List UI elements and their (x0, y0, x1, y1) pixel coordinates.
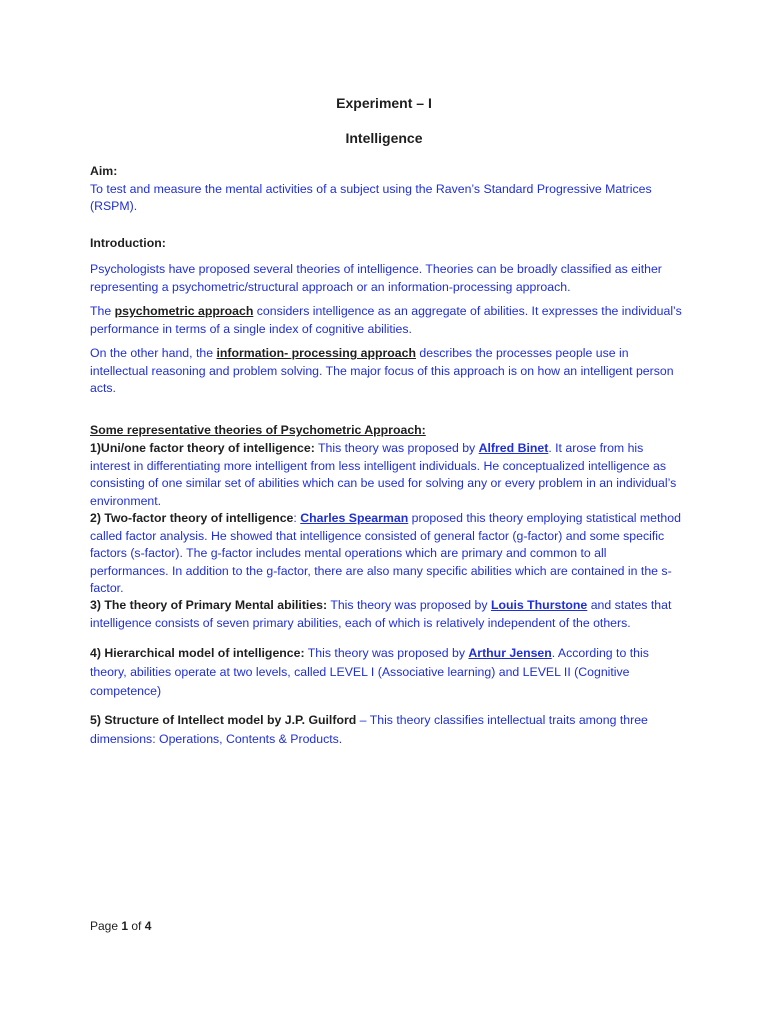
theory-post: proposed this theory employing statistical method called factor analysis. He showed that intelligence consisted of general factor (g-factor) and some specific factors (s-factor). The g-factor includes mental operations which are primary and common to all performances. In addition to the g-factor, there are also many specific abilities which are contained in the s-factor. (90, 511, 681, 595)
document-title: Experiment – I (336, 95, 432, 111)
theory-item (90, 440, 682, 510)
intro-paragraph-2-post: considers intelligence as an aggregate of abilities. It expresses the individual’s performance in terms of a single index of cognitive abilities. (90, 304, 682, 336)
theory-label: 1)Uni/one factor theory of intelligence: (90, 441, 315, 455)
theory-item (90, 711, 682, 749)
theory-item (90, 510, 682, 598)
footer-current-page: 1 (121, 919, 129, 933)
information-processing-term: information- processing approach (216, 346, 416, 360)
theory-post: . It arose from his interest in differentiating more intelligent from less intelligent individuals. He conceptualized intelligence as consisting of one similar set of abilities which can be used for solving any or every problem in an individual’s environment. (90, 441, 677, 508)
page-footer (90, 918, 151, 936)
person-link-charles-spearman[interactable]: Charles Spearman (300, 511, 409, 525)
theory-label: 2) Two-factor theory of intelligence (90, 511, 294, 525)
document-subtitle: Intelligence (345, 130, 423, 146)
theory-label: 3) The theory of Primary Mental abilities: (90, 598, 328, 612)
aim-section (90, 163, 682, 216)
person-link-louis-thurstone[interactable]: Louis Thurstone (490, 598, 588, 612)
person-link-arthur-jensen[interactable]: Arthur Jensen (468, 646, 552, 660)
aim-heading: Aim: (90, 164, 118, 178)
theory-label: 4) Hierarchical model of intelligence: (90, 646, 305, 660)
introduction-heading: Introduction: (90, 236, 166, 250)
theory-post: . According to this theory, abilities operate at two levels, called LEVEL I (Associative learning) and LEVEL II (Cognitive competence) (90, 646, 649, 698)
theory-post: and states that intelligence consists of seven primary abilities, each of which is relatively independent of the others. (90, 598, 672, 630)
footer-prefix: Page (90, 919, 122, 933)
person-link-alfred-binet[interactable]: Alfred Binet (478, 441, 549, 455)
intro-paragraph-3 (90, 345, 682, 398)
theory-pre: This theory was proposed by (327, 598, 491, 612)
theory-pre: : (293, 511, 301, 525)
footer-total-pages: 4 (144, 919, 152, 933)
intro-paragraph-2 (90, 303, 682, 338)
footer-middle: of (128, 919, 145, 933)
intro-paragraph-2-pre: The (90, 304, 115, 318)
theory-item (90, 597, 682, 632)
theory-text: – This theory classifies intellectual traits among three dimensions: Operations, Contents & Products. (90, 713, 648, 746)
theory-label: 5) Structure of Intellect model by J.P. Guilford (90, 713, 357, 727)
theory-item (90, 644, 682, 701)
intro-paragraph-3-pre: On the other hand, the (90, 346, 217, 360)
intro-paragraph-3-post: describes the processes people use in intellectual reasoning and problem solving. The major focus of this approach is on how an intelligent person acts. (90, 346, 674, 395)
intro-paragraph-1: Psychologists have proposed several theories of intelligence. Theories can be broadly classified as either representing a psychometric/structural approach or an information-processing approach. (90, 262, 662, 294)
theory-pre: This theory was proposed by (314, 441, 479, 455)
theories-heading: Some representative theories of Psychometric Approach: (90, 423, 426, 437)
aim-text: To test and measure the mental activities of a subject using the Raven’s Standard Progressive Matrices (RSPM). (90, 181, 652, 213)
psychometric-approach-term: psychometric approach (114, 304, 254, 318)
theory-pre: This theory was proposed by (304, 646, 469, 660)
